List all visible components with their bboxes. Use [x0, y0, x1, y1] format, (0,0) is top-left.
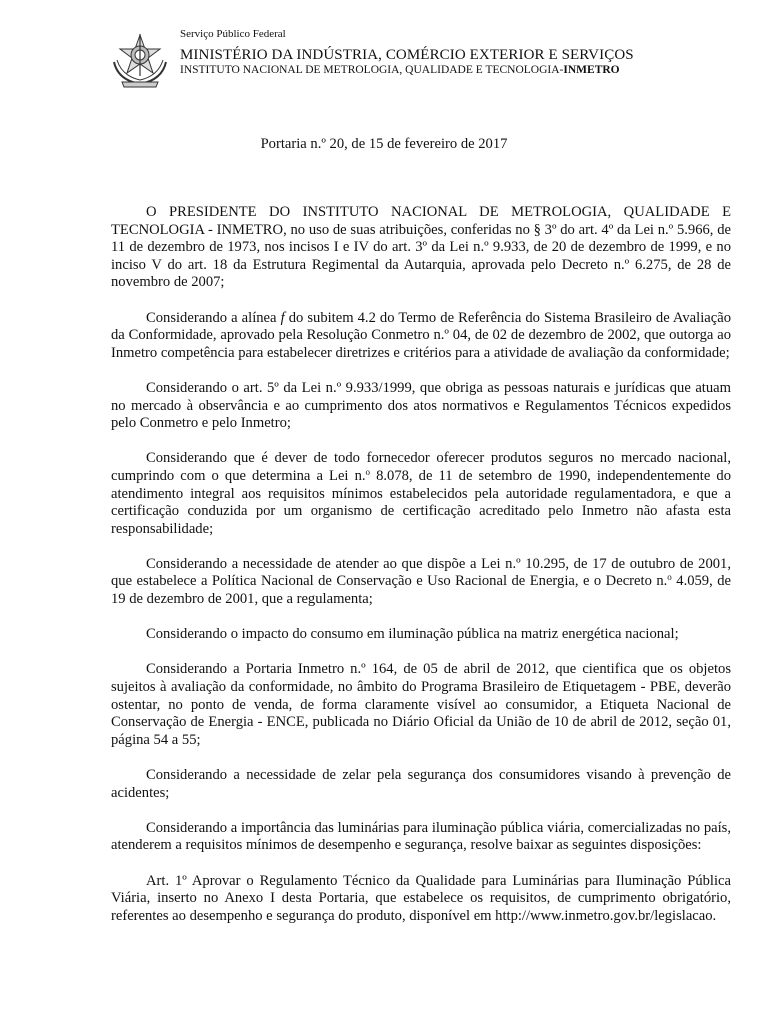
document-title: Portaria n.º 20, de 15 de fevereiro de 2017 [260, 136, 508, 152]
paragraph-considering-3: Considerando que é dever de todo fornecedor oferecer produtos seguros no mercado nacional, cumprindo com o que determina a Lei n.$^o$ 8.078, de 11 de setembro de 1990, independentemente do atendimento integral aos requisitos mínimos estabelecidos pela autoridade regulamentadora, e que a certificação conduzida por um organismo de certificação acreditado pelo Inmetro não afasta esta responsabilidade; [111, 450, 731, 537]
document-body [111, 204, 731, 943]
header-text [180, 28, 634, 77]
paragraph-preamble: O PRESIDENTE DO INSTITUTO NACIONAL DE METROLOGIA, QUALIDADE E TECNOLOGIA - INMETRO, no uso de suas atribuições, conferidas no § 3º do art. 4º da Lei n.º 5.966, de 11 de dezembro de 1973, nos incisos I e IV do art. 3º da Lei n.º 9.933, de 20 de dezembro de 1999, e no inciso V do art. 18 da Estrutura Regimental da Autarquia, aprovada pelo Decreto n.º 6.275, de 28 de novembro de 2007; [111, 204, 731, 291]
paragraph-considering-7: Considerando a necessidade de zelar pela segurança dos consumidores visando à prevenção de acidentes; [111, 767, 731, 801]
document-header [108, 28, 728, 90]
brazil-coat-of-arms-icon [108, 32, 172, 90]
institute-name: INSTITUTO NACIONAL DE METROLOGIA, QUALIDADE E TECNOLOGIA-INMETRO [180, 64, 620, 76]
ministry-name: MINISTÉRIO DA INDÚSTRIA, COMÉRCIO EXTERIOR E SERVIÇOS [180, 47, 634, 63]
paragraph-considering-5: Considerando o impacto do consumo em iluminação pública na matriz energética nacional; [146, 626, 679, 643]
paragraph-considering-6: Considerando a Portaria Inmetro n.º 164, de 05 de abril de 2012, que cientifica que os objetos sujeitos à avaliação da conformidade, no âmbito do Programa Brasileiro de Etiquetagem - PBE, deverão ostentar, no ponto de venda, de forma claramente visível ao consumidor, a Etiqueta Nacional de Conservação de Energia - ENCE, publicada no Diário Oficial da União de 10 de abril de 2012, seção 01, página 54 a 55; [111, 661, 731, 748]
service-label: Serviço Público Federal [180, 28, 286, 40]
paragraph-considering-4: Considerando a necessidade de atender ao que dispõe a Lei n.º 10.295, de 17 de outubro de 2001, que estabelece a Política Nacional de Conservação e Uso Racional de Energia, e o Decreto n.$^o$ 4.059, de 19 de dezembro de 2001, que a regulamenta; [111, 555, 731, 608]
institute-acronym: INMETRO [563, 64, 620, 76]
paragraph-considering-2: Considerando o art. 5º da Lei n.º 9.933/1999, que obriga as pessoas naturais e jurídicas que atuam no mercado à observância e ao cumprimento dos atos normativos e Regulamentos Técnicos expedidos pelo Conmetro e pelo Inmetro; [111, 379, 731, 432]
paragraph-considering-8: Considerando a importância das luminárias para iluminação pública viária, comercializadas no país, atenderem a requisitos mínimos de desempenho e segurança, resolve baixar as seguintes disposições: [111, 819, 731, 854]
paragraph-considering-1: Considerando a alínea f do subitem 4.2 do Termo de Referência do Sistema Brasileiro de Avaliação da Conformidade, aprovado pela Resolução Conmetro n.º 04, de 02 de dezembro de 2002, que outorga ao Inmetro competência para estabelecer diretrizes e critérios para a atividade de avaliação da conformidade; [111, 309, 731, 361]
article-1: Art. 1º Aprovar o Regulamento Técnico da Qualidade para Luminárias para Iluminação Pública Viária, inserto no Anexo I desta Portaria, que estabelece os requisitos, de cumprimento obrigatório, referentes ao desempenho e segurança do produto, disponível em http://www.inmetro.gov.br/legislacao. [111, 872, 731, 924]
